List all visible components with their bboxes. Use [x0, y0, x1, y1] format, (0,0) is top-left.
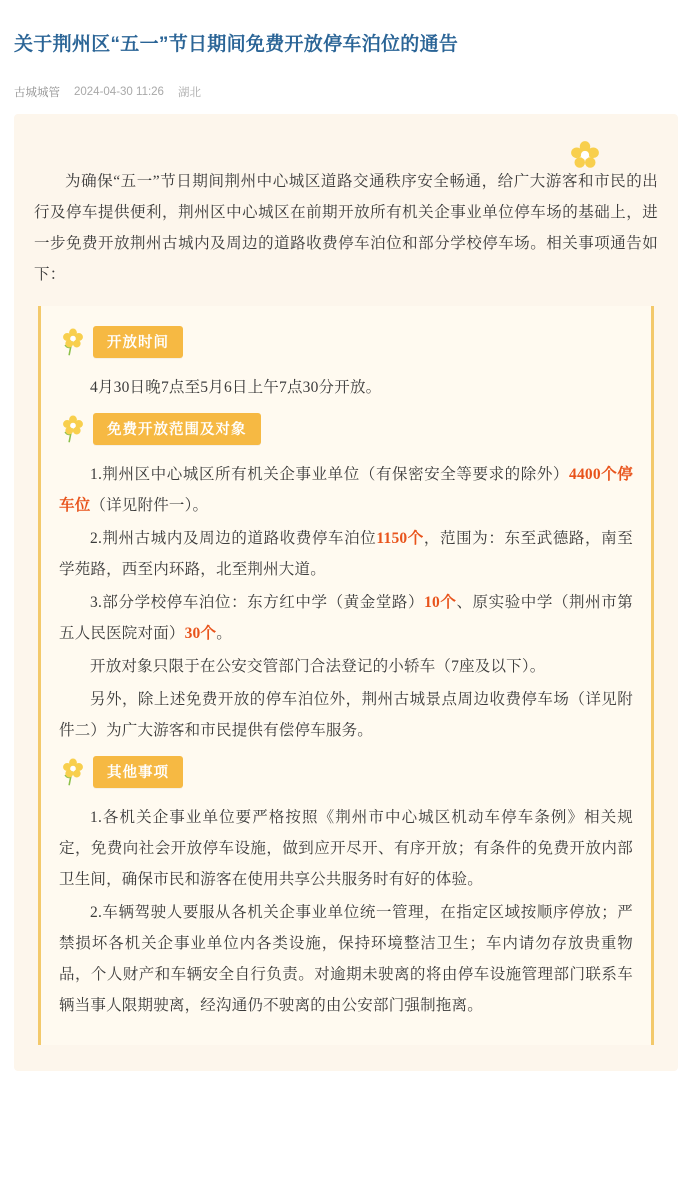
scope-item-2-prefix: 2.荆州古城内及周边的道路收费停车泊位 [90, 529, 377, 547]
scope-item-1 [59, 459, 633, 521]
scope-item-3-middle: 、原实验中学（荆州市第五人民医院对面） [59, 593, 634, 642]
section-header-other [61, 756, 637, 788]
scope-item-5: 另外，除上述免费开放的停车泊位外，荆州古城景点周边收费停车场（详见附件二）为广大游客和市民提供有偿停车服务。 [59, 690, 633, 739]
article-location: 湖北 [177, 86, 201, 99]
other-item-1: 1.各机关企事业单位要严格按照《荆州市中心城区机动车停车条例》相关规定，免费向社会开放停车设施，做到应开尽开、有序开放；有条件的免费开放内部卫生间，确保市民和游客在使用共享公共服务时有好的体验。 [59, 808, 633, 888]
section-label-open-time: 开放时间 [93, 326, 183, 358]
section-header-open-time [61, 326, 637, 358]
flower-bullet-icon [61, 758, 85, 786]
scope-item-1-prefix: 1.荆州区中心城区所有机关企事业单位（有保密安全等要求的除外） [90, 465, 570, 483]
flower-bullet-icon [61, 328, 85, 356]
section-header-scope [61, 413, 637, 445]
scope-item-4: 开放对象只限于在公安交管部门合法登记的小轿车（7座及以下）。 [90, 657, 546, 675]
scope-item-3-prefix: 3.部分学校停车泊位：东方红中学（黄金堂路） [90, 593, 425, 611]
section-label-other: 其他事项 [93, 756, 183, 788]
article-source: 古城城管 [14, 86, 60, 99]
open-time-text: 4月30日晚7点至5月6日上午7点30分开放。 [90, 378, 382, 396]
scope-item-2 [59, 523, 633, 585]
article-time: 2024-04-30 11:26 [74, 85, 164, 98]
notice-inner-card [38, 306, 654, 1045]
intro-paragraph: 为确保“五一”节日期间荆州中心城区道路交通秩序安全畅通，给广大游客和市民的出行及停车提供便利，荆州区中心城区在前期开放所有机关企事业单位停车场的基础上，进一步免费开放荆州古城内及周边的道路收费停车泊位和部分学校停车场。相关事项通告如下： [34, 172, 658, 283]
scope-item-3-suffix: 。 [216, 624, 232, 642]
scope-item-3-highlight: 10个 [424, 593, 457, 611]
flower-bullet-icon [61, 415, 85, 443]
scope-item-2-highlight: 1150个 [376, 529, 424, 547]
scope-item-3 [59, 587, 633, 649]
article-body-card [14, 114, 678, 1071]
flower-decoration-icon [570, 140, 600, 170]
scope-item-1-highlight: 4400个停车位 [59, 465, 634, 514]
scope-item-2-suffix: ，范围为：东至武德路，南至学苑路，西至内环路，北至荆州大道。 [59, 529, 633, 578]
page-title: 关于荆州区“五一”节日期间免费开放停车泊位的通告 [14, 33, 459, 55]
scope-item-3-highlight-2: 30个 [184, 624, 217, 642]
other-item-2: 2.车辆驾驶人要服从各机关企事业单位统一管理，在指定区域按顺序停放；严禁损坏各机关企事业单位内各类设施，保持环境整洁卫生；车内请勿存放贵重物品，个人财产和车辆安全自行负责。对逾期未驶离的将由停车设施管理部门联系车辆当事人限期驶离，经沟通仍不驶离的由公安部门强制拖离。 [59, 903, 633, 1014]
scope-item-1-suffix: （详见附件一）。 [90, 496, 209, 514]
article-meta [0, 72, 692, 114]
section-label-scope: 免费开放范围及对象 [93, 413, 261, 445]
